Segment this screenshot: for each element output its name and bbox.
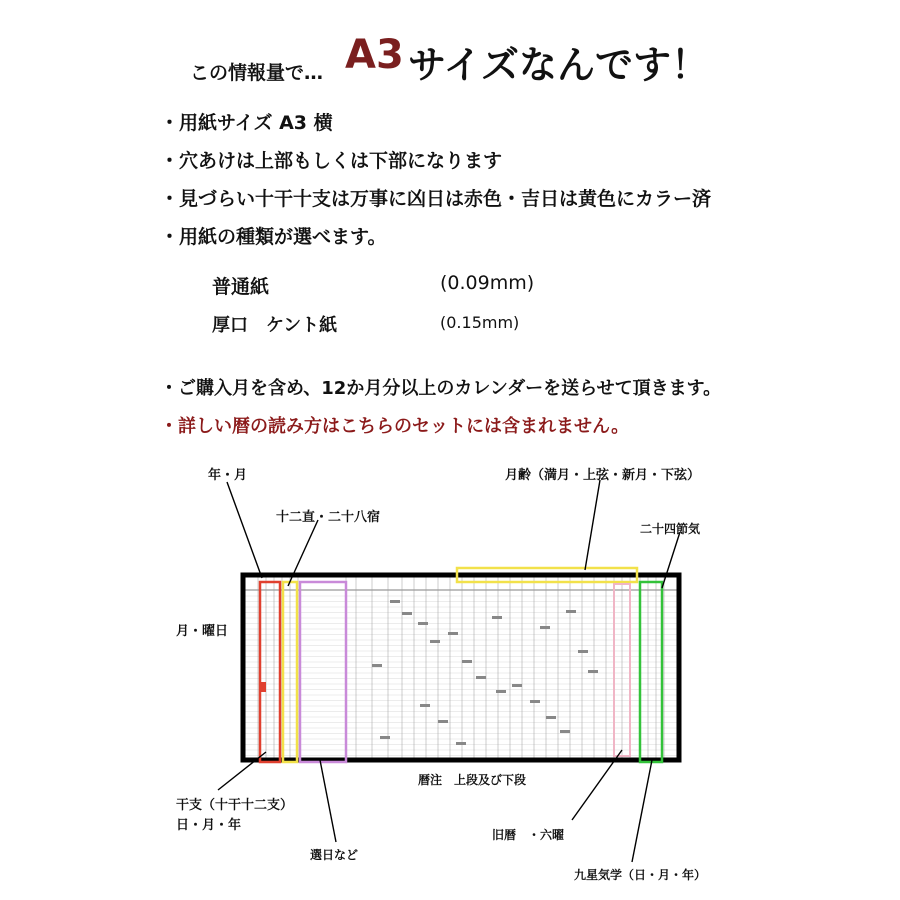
grid-entry-mark	[560, 730, 570, 733]
label-month-weekday: 月・曜日	[176, 624, 229, 639]
label-year-month: 年・月	[208, 468, 248, 483]
paper-type-name: 厚口 ケント紙	[212, 315, 338, 336]
eto-highlight-box	[260, 582, 280, 762]
grid-entry-mark	[430, 640, 440, 643]
label-nine-stars: 九星気学（日・月・年）	[574, 868, 707, 882]
label-eto: 干支（十干十二支）	[176, 798, 294, 813]
label-moon-age: 月齢（満月・上弦・新月・下弦）	[505, 468, 701, 483]
label-eto-scope: 日・月・年	[176, 818, 242, 833]
grid-entry-mark	[540, 626, 550, 629]
headline-emphasis: A3	[345, 32, 404, 78]
note-reading-guide: ・詳しい暦の読み方はこちらのセットには含まれません。	[160, 416, 630, 437]
grid-entry-mark	[402, 612, 412, 615]
selected-days-highlight-box	[300, 582, 346, 762]
grid-entry-mark	[588, 670, 598, 673]
grid-entry-mark	[462, 660, 472, 663]
grid-entry-mark	[492, 616, 502, 619]
grid-entry-mark	[418, 622, 428, 625]
headline-suffix: サイズなんです！	[408, 43, 709, 87]
bullet-paper-choice: ・用紙の種類が選べます。	[160, 226, 387, 248]
paper-type-thickness: (0.15mm)	[440, 313, 520, 332]
grid-entry-mark	[578, 650, 588, 653]
label-solar-terms: 二十四節気	[640, 522, 701, 536]
bullet-hole-punch: ・穴あけは上部もしくは下部になります	[160, 150, 503, 172]
grid-entry-mark	[390, 600, 400, 603]
bullet-color-days: ・見づらい十干十支は万事に凶日は赤色・吉日は黄色にカラー済	[160, 188, 712, 210]
grid-entry-mark	[380, 736, 390, 739]
bullet-paper-size: ・用紙サイズ A3 横	[160, 112, 333, 134]
grid-entry-mark	[372, 664, 382, 667]
note-calendar-months: ・ご購入月を含め、12か月分以上のカレンダーを送らせて頂きます。	[160, 378, 722, 399]
calendar-grid	[245, 577, 677, 758]
grid-entry-mark	[512, 684, 522, 687]
label-twelve-direct: 十二直・二十八宿	[276, 510, 381, 525]
grid-entry-mark	[448, 632, 458, 635]
bad-day-mark	[259, 682, 266, 692]
nine-stars-highlight-box	[640, 582, 662, 762]
grid-entry-mark	[496, 690, 506, 693]
grid-entry-mark	[566, 610, 576, 613]
grid-entry-mark	[420, 704, 430, 707]
grid-entry-mark	[476, 676, 486, 679]
paper-type-name: 普通紙	[212, 276, 270, 298]
label-old-calendar: 旧暦 ・六曜	[492, 828, 565, 842]
grid-entry-mark	[456, 742, 466, 745]
grid-entry-mark	[546, 716, 556, 719]
headline-prefix: この情報量で…	[190, 62, 324, 84]
label-calendar-notes: 暦注 上段及び下段	[418, 773, 527, 787]
grid-entry-mark	[438, 720, 448, 723]
label-selected-days: 選日など	[310, 848, 359, 862]
paper-type-thickness: (0.09mm)	[440, 272, 535, 294]
grid-entry-mark	[530, 700, 540, 703]
